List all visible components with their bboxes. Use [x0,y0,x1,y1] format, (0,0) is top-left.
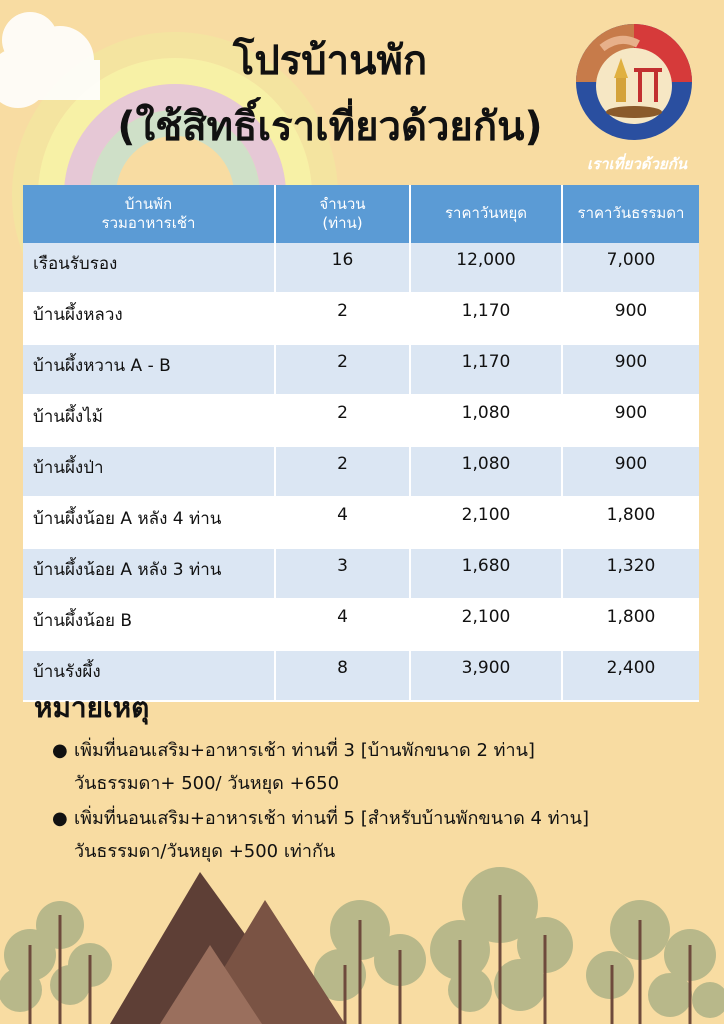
note-item [52,802,712,868]
row-weekday: 900 [562,293,699,344]
bullet-icon: ● [52,740,68,761]
row-guests: 2 [275,293,410,344]
row-name: บ้านผึ้งไม้ [23,395,275,446]
table-row [23,395,699,446]
table-row [23,599,699,650]
row-name: บ้านผึ้งหวาน A - B [23,344,275,395]
mountains-decoration [110,872,345,1024]
row-name: บ้านผึ้งน้อย B [23,599,275,650]
header-accommodation [23,185,275,243]
rates-table [23,185,699,702]
row-weekday: 1,320 [562,548,699,599]
header-guests [275,185,410,243]
table-header-row [23,185,699,243]
note-line: เพิ่มที่นอนเสริม+อาหารเช้า ท่านที่ 3 [บ้านพักขนาด 2 ท่าน] [74,740,535,761]
table-row [23,446,699,497]
header-weekday-price: ราคาวันธรรมดา [562,185,699,243]
header-guests-line2: (ท่าน) [322,214,363,232]
row-guests: 2 [275,344,410,395]
notes-heading: หมายเหตุ [34,691,150,724]
header-accommodation-line1: บ้านพัก [124,194,173,213]
row-holiday: 1,080 [410,446,562,497]
logo-caption: เราเที่ยวด้วยกัน [586,155,688,173]
row-name: บ้านผึ้งหลวง [23,293,275,344]
row-guests: 2 [275,395,410,446]
row-weekday: 900 [562,344,699,395]
row-holiday: 2,100 [410,497,562,548]
row-guests: 3 [275,548,410,599]
trees-decoration [0,867,724,1024]
row-holiday: 2,100 [410,599,562,650]
header-holiday-price: ราคาวันหยุด [410,185,562,243]
header-guests-line1: จำนวน [319,194,366,213]
row-guests: 2 [275,446,410,497]
title-line-1: โปรบ้านพัก [232,38,428,84]
bullet-icon: ● [52,808,68,829]
note-line: วันธรรมดา+ 500/ วันหยุด +650 [74,773,340,794]
table-row [23,344,699,395]
table-row [23,293,699,344]
row-holiday: 1,170 [410,344,562,395]
row-name: บ้านผึ้งน้อย A หลัง 3 ท่าน [23,548,275,599]
row-weekday: 1,800 [562,599,699,650]
row-holiday: 12,000 [410,243,562,293]
row-name: บ้านผึ้งป่า [23,446,275,497]
row-guests: 4 [275,497,410,548]
row-name: บ้านผึ้งน้อย A หลัง 4 ท่าน [23,497,275,548]
we-travel-together-logo [572,20,696,144]
row-weekday: 7,000 [562,243,699,293]
row-holiday: 1,080 [410,395,562,446]
row-weekday: 900 [562,446,699,497]
row-holiday: 1,170 [410,293,562,344]
note-line: เพิ่มที่นอนเสริม+อาหารเช้า ท่านที่ 5 [สำหรับบ้านพักขนาด 4 ท่าน] [74,808,589,829]
title-line-2: (ใช้สิทธิ์เราเที่ยวด้วยกัน) [117,104,543,150]
row-guests: 8 [275,650,410,701]
row-name: บ้านรังผึ้ง [23,650,275,701]
row-holiday: 3,900 [410,650,562,701]
table-row [23,243,699,293]
note-line: วันธรรมดา/วันหยุด +500 เท่ากัน [74,841,336,862]
header-accommodation-line2: รวมอาหารเช้า [101,214,196,232]
row-holiday: 1,680 [410,548,562,599]
row-name: เรือนรับรอง [23,243,275,293]
row-weekday: 2,400 [562,650,699,701]
note-item [52,734,712,800]
row-weekday: 900 [562,395,699,446]
table-row [23,548,699,599]
row-guests: 4 [275,599,410,650]
row-guests: 16 [275,243,410,293]
table-row [23,497,699,548]
row-weekday: 1,800 [562,497,699,548]
